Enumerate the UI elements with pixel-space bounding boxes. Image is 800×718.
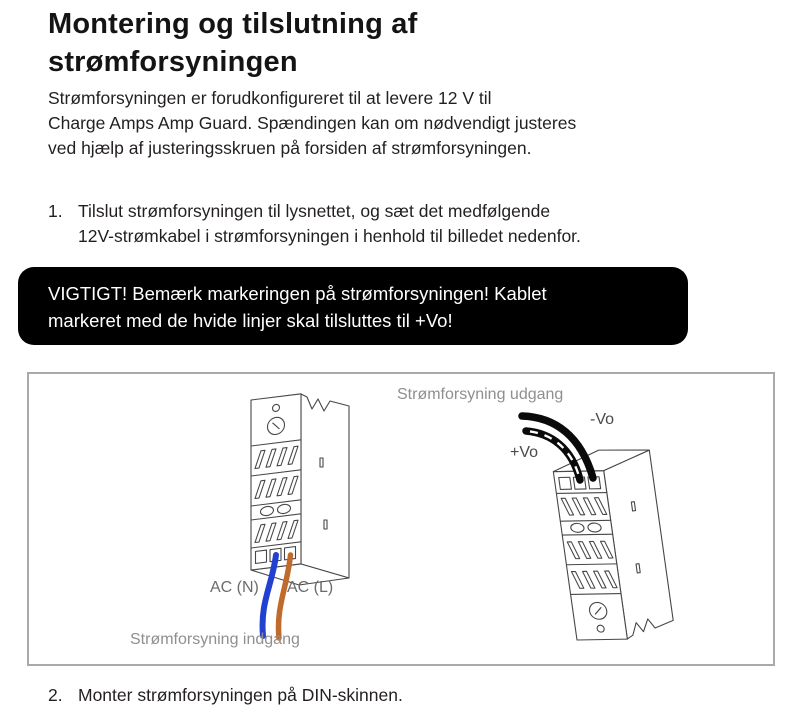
step-2-number: 2. <box>48 685 63 705</box>
notice-line-1: VIGTIGT! Bemærk markeringen på strømforsyningen! Kablet <box>48 283 547 304</box>
step-1-text <box>78 199 581 249</box>
page-title-line-2: strømforsyningen <box>48 46 298 78</box>
power-supply-illustration <box>29 374 773 664</box>
step-2-line-1: Monter strømforsyningen på DIN-skinnen. <box>78 685 403 705</box>
pos-vo-label: +Vo <box>510 444 539 461</box>
ac-n-label: AC (N) <box>210 579 259 596</box>
notice-line-2: markeret med de hvide linjer skal tilsluttes til +Vo! <box>48 310 453 331</box>
step-2-text <box>78 683 403 708</box>
power-supply-input-drawing <box>251 394 349 638</box>
intro-paragraph <box>48 86 576 161</box>
power-supply-output-drawing <box>522 416 675 646</box>
intro-line-1: Strømforsyningen er forudkonfigureret til at levere 12 V til <box>48 88 492 108</box>
page-title <box>48 5 417 81</box>
step-1-item <box>48 199 581 249</box>
page-title-line-1: Montering og tilslutning af <box>48 8 418 40</box>
ac-l-label: AC (L) <box>287 579 334 596</box>
important-notice-box <box>18 267 688 345</box>
step-1-number: 1. <box>48 201 63 221</box>
step-1-line-2: 12V-strømkabel i strømforsyningen i henhold til billedet nedenfor. <box>78 226 581 246</box>
intro-line-2: Charge Amps Amp Guard. Spændingen kan om nødvendigt justeres <box>48 113 577 133</box>
input-caption: Strømforsyning indgang <box>130 631 300 648</box>
step-2-item <box>48 683 403 708</box>
output-caption: Strømforsyning udgang <box>397 386 564 403</box>
neg-vo-label: -Vo <box>590 411 615 428</box>
intro-line-3: ved hjælp af justeringsskruen på forsiden af strømforsyningen. <box>48 138 532 158</box>
wiring-figure <box>27 372 775 666</box>
step-1-line-1: Tilslut strømforsyningen til lysnettet, og sæt det medfølgende <box>78 201 551 221</box>
